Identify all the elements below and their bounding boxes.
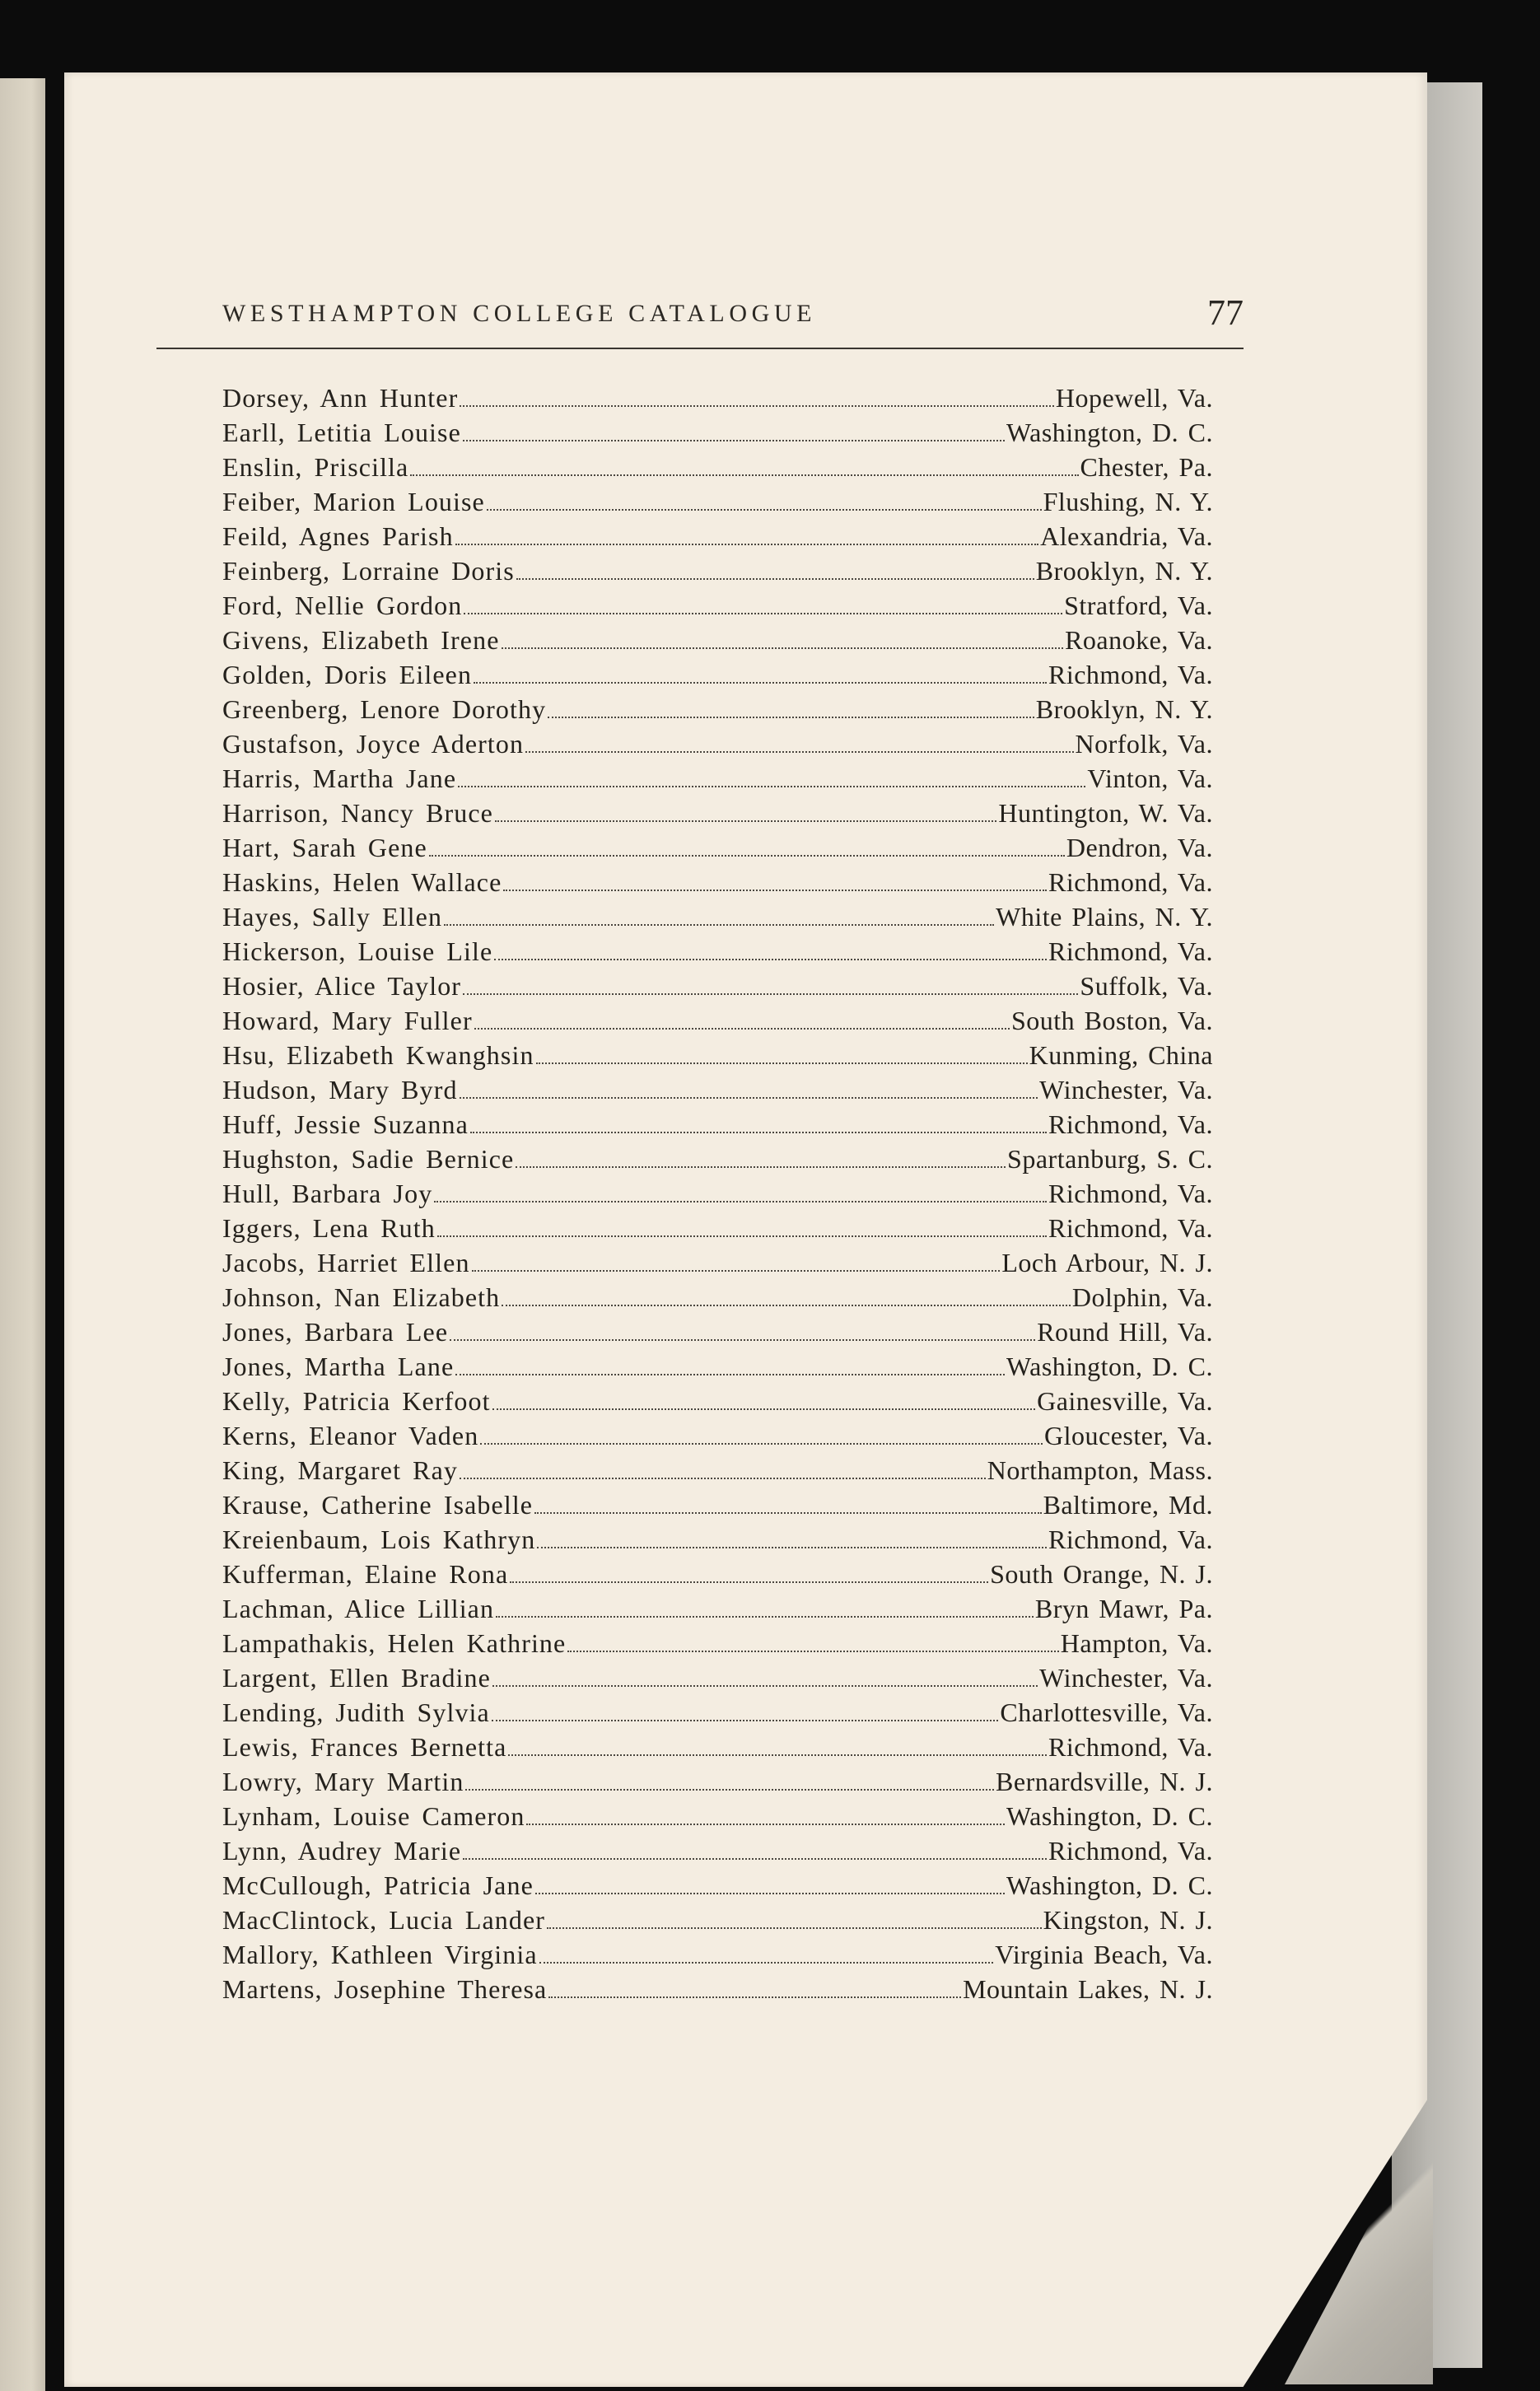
running-header (156, 292, 1244, 349)
dot-leader (464, 613, 1062, 614)
dot-leader (472, 1270, 1001, 1272)
student-name: Hsu, Elizabeth Kwanghsin (222, 1040, 534, 1070)
hometown: Hopewell, Va. (1055, 383, 1213, 413)
hometown: Norfolk, Va. (1075, 729, 1213, 759)
student-name: Lowry, Mary Martin (222, 1767, 464, 1796)
student-name: Feinberg, Lorraine Doris (222, 556, 515, 586)
hometown: Bernardsville, N. J. (996, 1767, 1213, 1796)
list-item (222, 1663, 1213, 1698)
dot-leader (526, 1824, 1005, 1825)
student-directory-list (222, 383, 1213, 2009)
hometown: Richmond, Va. (1048, 1213, 1213, 1243)
student-name: Lending, Judith Sylvia (222, 1698, 490, 1727)
adjacent-left-page (0, 78, 45, 2391)
list-item (222, 798, 1213, 833)
student-name: Hull, Barbara Joy (222, 1179, 433, 1208)
hometown: South Orange, N. J. (990, 1559, 1213, 1589)
dot-leader (510, 1581, 988, 1583)
list-item (222, 1455, 1213, 1490)
hometown: Gainesville, Va. (1037, 1386, 1213, 1416)
list-item (222, 1559, 1213, 1594)
student-name: Hughston, Sadie Bernice (222, 1144, 515, 1174)
hometown: Gloucester, Va. (1043, 1421, 1213, 1450)
list-item (222, 1940, 1213, 1974)
dot-leader (567, 1651, 1058, 1652)
student-name: Hickerson, Louise Lile (222, 936, 493, 966)
dot-leader (465, 1789, 994, 1791)
list-item (222, 833, 1213, 867)
list-item (222, 1352, 1213, 1386)
list-item (222, 1732, 1213, 1767)
list-item (222, 521, 1213, 556)
student-name: Jones, Martha Lane (222, 1352, 455, 1381)
list-item (222, 902, 1213, 936)
student-name: Huff, Jessie Suzanna (222, 1109, 469, 1139)
page-number: 77 (1207, 292, 1244, 333)
hometown: Northampton, Mass. (987, 1455, 1213, 1485)
student-name: Kreienbaum, Lois Kathryn (222, 1525, 536, 1554)
dot-leader (460, 405, 1054, 407)
hometown: Flushing, N. Y. (1043, 487, 1213, 516)
hometown: Suffolk, Va. (1080, 971, 1213, 1001)
student-name: Feild, Agnes Parish (222, 521, 454, 551)
hometown: Washington, D. C. (1006, 1870, 1213, 1900)
student-name: Kufferman, Elaine Rona (222, 1559, 509, 1589)
student-name: Hayes, Sally Ellen (222, 902, 443, 932)
dot-leader (508, 1754, 1047, 1756)
list-item (222, 1974, 1213, 2009)
dot-leader (474, 1028, 1010, 1030)
dot-leader (437, 1235, 1047, 1237)
hometown: Washington, D. C. (1006, 418, 1213, 447)
student-name: Kerns, Eleanor Vaden (222, 1421, 479, 1450)
dot-leader (548, 1996, 961, 1998)
student-name: King, Margaret Ray (222, 1455, 459, 1485)
hometown: Winchester, Va. (1039, 1075, 1213, 1104)
hometown: Baltimore, Md. (1043, 1490, 1213, 1520)
student-name: Lynham, Louise Cameron (222, 1801, 525, 1831)
dot-leader (474, 682, 1047, 684)
student-name: Givens, Elizabeth Irene (222, 625, 500, 655)
dot-leader (534, 1512, 1041, 1514)
dot-leader (434, 1201, 1047, 1203)
list-item (222, 1109, 1213, 1144)
student-name: Jones, Barbara Lee (222, 1317, 449, 1347)
dot-leader (536, 1062, 1028, 1064)
hometown: Dolphin, Va. (1071, 1282, 1213, 1312)
hometown: White Plains, N. Y. (996, 902, 1213, 932)
hometown: Bryn Mawr, Pa. (1034, 1594, 1213, 1623)
dot-leader (450, 1339, 1035, 1341)
dot-leader (502, 647, 1064, 649)
list-item (222, 487, 1213, 521)
student-name: Ford, Nellie Gordon (222, 591, 463, 620)
list-item (222, 1836, 1213, 1870)
hometown: Chester, Pa. (1080, 452, 1213, 482)
student-name: Iggers, Lena Ruth (222, 1213, 436, 1243)
student-name: Feiber, Marion Louise (222, 487, 485, 516)
hometown: Alexandria, Va. (1040, 521, 1213, 551)
list-item (222, 660, 1213, 694)
hometown: Brooklyn, N. Y. (1035, 694, 1213, 724)
dot-leader (495, 820, 996, 822)
student-name: Lynn, Audrey Marie (222, 1836, 462, 1866)
student-name: Greenberg, Lenore Dorothy (222, 694, 547, 724)
dot-leader (537, 1547, 1047, 1548)
list-item (222, 1525, 1213, 1559)
hometown: Richmond, Va. (1048, 867, 1213, 897)
dot-leader (480, 1443, 1043, 1445)
hometown: Stratford, Va. (1064, 591, 1213, 620)
list-item (222, 1006, 1213, 1040)
dot-leader (460, 1478, 986, 1479)
dot-leader (455, 1374, 1005, 1375)
hometown: Hampton, Va. (1060, 1628, 1213, 1658)
student-name: Lewis, Frances Bernetta (222, 1732, 507, 1762)
hometown: South Boston, Va. (1010, 1006, 1213, 1035)
hometown: Roanoke, Va. (1065, 625, 1213, 655)
dot-leader (539, 1962, 994, 1964)
student-name: Kelly, Patricia Kerfoot (222, 1386, 491, 1416)
list-item (222, 1490, 1213, 1525)
dot-leader (516, 578, 1034, 580)
list-item (222, 556, 1213, 591)
student-name: Martens, Josephine Theresa (222, 1974, 548, 2004)
dot-leader (410, 474, 1078, 476)
hometown: Washington, D. C. (1006, 1352, 1213, 1381)
dot-leader (496, 1616, 1034, 1618)
student-name: Golden, Doris Eileen (222, 660, 473, 689)
dot-leader (444, 924, 994, 926)
student-name: MacClintock, Lucia Lander (222, 1905, 546, 1935)
list-item (222, 1213, 1213, 1248)
hometown: Richmond, Va. (1048, 1732, 1213, 1762)
list-item (222, 1870, 1213, 1905)
dot-leader (458, 786, 1085, 787)
dot-leader (492, 1720, 999, 1721)
hometown: Loch Arbour, N. J. (1001, 1248, 1213, 1277)
dot-leader (470, 1132, 1047, 1133)
student-name: Krause, Catherine Isabelle (222, 1490, 534, 1520)
student-name: Hart, Sarah Gene (222, 833, 427, 862)
hometown: Richmond, Va. (1048, 936, 1213, 966)
student-name: Gustafson, Joyce Aderton (222, 729, 525, 759)
list-item (222, 452, 1213, 487)
student-name: Harris, Martha Jane (222, 764, 457, 793)
student-name: Earll, Letitia Louise (222, 418, 461, 447)
list-item (222, 1698, 1213, 1732)
dot-leader (525, 751, 1073, 753)
hometown: Winchester, Va. (1039, 1663, 1213, 1693)
student-name: Haskins, Helen Wallace (222, 867, 502, 897)
dot-leader (487, 509, 1042, 511)
list-item (222, 1421, 1213, 1455)
list-item (222, 625, 1213, 660)
hometown: Spartanburg, S. C. (1007, 1144, 1213, 1174)
list-item (222, 1179, 1213, 1213)
list-item (222, 591, 1213, 625)
student-name: Lachman, Alice Lillian (222, 1594, 495, 1623)
list-item (222, 1905, 1213, 1940)
dot-leader (535, 1893, 1005, 1894)
list-item (222, 1801, 1213, 1836)
student-name: McCullough, Patricia Jane (222, 1870, 534, 1900)
hometown: Richmond, Va. (1048, 1109, 1213, 1139)
dot-leader (460, 1097, 1038, 1099)
list-item (222, 1040, 1213, 1075)
hometown: Charlottesville, Va. (1000, 1698, 1213, 1727)
student-name: Hosier, Alice Taylor (222, 971, 462, 1001)
dot-leader (516, 1166, 1006, 1168)
hometown: Huntington, W. Va. (998, 798, 1213, 828)
hometown: Richmond, Va. (1048, 1525, 1213, 1554)
hometown: Kingston, N. J. (1043, 1905, 1213, 1935)
student-name: Enslin, Priscilla (222, 452, 409, 482)
list-item (222, 1282, 1213, 1317)
hometown: Mountain Lakes, N. J. (963, 1974, 1213, 2004)
student-name: Johnson, Nan Elizabeth (222, 1282, 501, 1312)
hometown: Richmond, Va. (1048, 1179, 1213, 1208)
list-item (222, 729, 1213, 764)
catalogue-title: WESTHAMPTON COLLEGE CATALOGUE (222, 300, 817, 327)
list-item (222, 383, 1213, 418)
dot-leader (429, 855, 1065, 857)
student-name: Howard, Mary Fuller (222, 1006, 473, 1035)
list-item (222, 764, 1213, 798)
dot-leader (455, 544, 1038, 545)
list-item (222, 1248, 1213, 1282)
list-item (222, 1144, 1213, 1179)
student-name: Dorsey, Ann Hunter (222, 383, 459, 413)
student-name: Largent, Ellen Bradine (222, 1663, 491, 1693)
student-name: Lampathakis, Helen Kathrine (222, 1628, 567, 1658)
student-name: Mallory, Kathleen Virginia (222, 1940, 538, 1969)
dot-leader (492, 1685, 1038, 1687)
list-item (222, 418, 1213, 452)
list-item (222, 1386, 1213, 1421)
hometown: Round Hill, Va. (1037, 1317, 1213, 1347)
hometown: Richmond, Va. (1048, 660, 1213, 689)
dot-leader (492, 1408, 1036, 1410)
list-item (222, 867, 1213, 902)
dot-leader (503, 890, 1047, 891)
student-name: Harrison, Nancy Bruce (222, 798, 493, 828)
list-item (222, 936, 1213, 971)
hometown: Kunming, China (1029, 1040, 1213, 1070)
dot-leader (494, 959, 1047, 960)
dot-leader (463, 1858, 1047, 1860)
hometown: Richmond, Va. (1048, 1836, 1213, 1866)
list-item (222, 1628, 1213, 1663)
dot-leader (502, 1305, 1071, 1306)
list-item (222, 1767, 1213, 1801)
dot-leader (463, 440, 1005, 441)
list-item (222, 694, 1213, 729)
dot-leader (547, 1927, 1042, 1929)
hometown: Washington, D. C. (1006, 1801, 1213, 1831)
list-item (222, 1317, 1213, 1352)
list-item (222, 1594, 1213, 1628)
student-name: Jacobs, Harriet Ellen (222, 1248, 470, 1277)
hometown: Brooklyn, N. Y. (1035, 556, 1213, 586)
dot-leader (463, 993, 1078, 995)
hometown: Vinton, Va. (1087, 764, 1213, 793)
list-item (222, 971, 1213, 1006)
hometown: Virginia Beach, Va. (995, 1940, 1213, 1969)
hometown: Dendron, Va. (1066, 833, 1213, 862)
student-name: Hudson, Mary Byrd (222, 1075, 458, 1104)
list-item (222, 1075, 1213, 1109)
dot-leader (548, 717, 1034, 718)
